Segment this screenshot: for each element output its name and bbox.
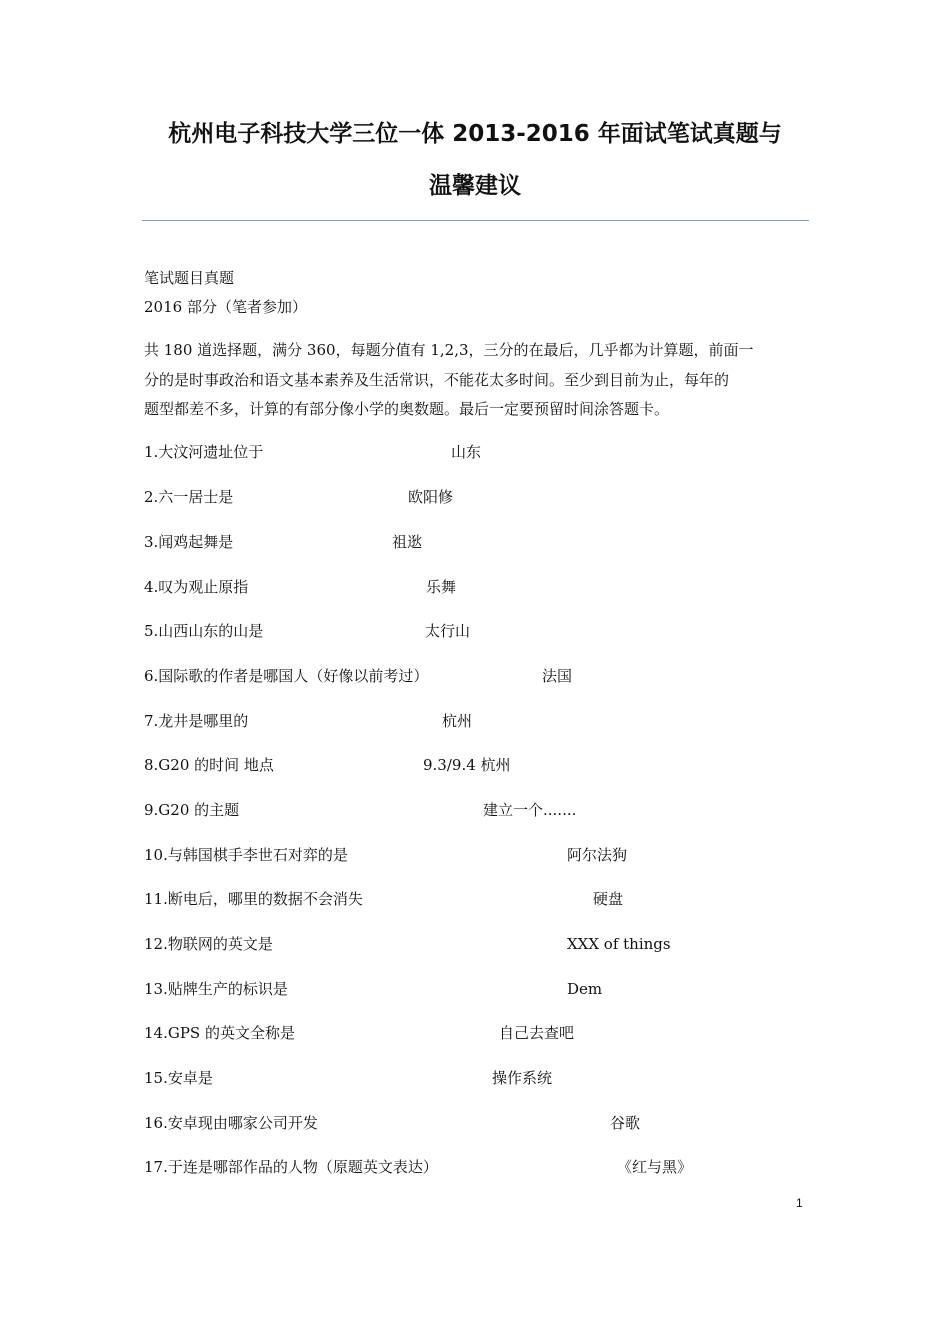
question-1: 1.大汶河遗址位于 xyxy=(144,443,264,461)
question-15: 15.安卓是 xyxy=(144,1069,213,1087)
intro-paragraph xyxy=(144,336,804,425)
document-title-line-1: 杭州电子科技大学三位一体 2013-2016 年面试笔试真题与 xyxy=(168,121,782,147)
answer-11: 硬盘 xyxy=(593,890,624,908)
question-12: 12.物联网的英文是 xyxy=(144,935,273,953)
answer-4: 乐舞 xyxy=(426,578,457,596)
document-title-line-2: 温馨建议 xyxy=(429,173,521,199)
answer-5: 太行山 xyxy=(425,622,471,640)
question-4: 4.叹为观止原指 xyxy=(144,578,249,596)
answer-14: 自己去查吧 xyxy=(499,1024,575,1042)
answer-2: 欧阳修 xyxy=(408,488,454,506)
section-heading: 笔试题目真题 xyxy=(144,269,235,287)
question-9: 9.G20 的主题 xyxy=(144,801,240,819)
question-17: 17.于连是哪部作品的人物（原题英文表达） xyxy=(144,1158,438,1176)
intro-line: 分的是时事政治和语文基本素养及生活常识，不能花太多时间。至少到目前为止，每年的 xyxy=(144,370,730,389)
answer-13: Dem xyxy=(567,980,603,998)
answer-6: 法国 xyxy=(542,667,573,685)
question-10: 10.与韩国棋手李世石对弈的是 xyxy=(144,846,348,864)
answer-16: 谷歌 xyxy=(610,1114,641,1132)
page-number: 1 xyxy=(796,1196,803,1210)
question-8: 8.G20 的时间 地点 xyxy=(144,756,274,774)
answer-15: 操作系统 xyxy=(492,1069,553,1087)
title-divider xyxy=(142,220,809,221)
answer-1: 山东 xyxy=(451,443,482,461)
question-2: 2.六一居士是 xyxy=(144,488,234,506)
answer-3: 祖逖 xyxy=(392,533,423,551)
answer-7: 杭州 xyxy=(442,712,473,730)
answer-8: 9.3/9.4 杭州 xyxy=(423,756,511,774)
question-3: 3.闻鸡起舞是 xyxy=(144,533,234,551)
question-14: 14.GPS 的英文全称是 xyxy=(144,1024,295,1042)
question-16: 16.安卓现由哪家公司开发 xyxy=(144,1114,318,1132)
question-7: 7.龙井是哪里的 xyxy=(144,712,249,730)
question-13: 13.贴牌生产的标识是 xyxy=(144,980,288,998)
question-11: 11.断电后，哪里的数据不会消失 xyxy=(144,890,363,908)
answer-17: 《红与黑》 xyxy=(617,1158,693,1176)
answer-12: XXX of things xyxy=(567,935,671,953)
answer-10: 阿尔法狗 xyxy=(567,846,628,864)
question-6: 6.国际歌的作者是哪国人（好像以前考过） xyxy=(144,667,429,685)
intro-line: 共 180 道选择题，满分 360，每题分值有 1,2,3，三分的在最后，几乎都为计算题，前面一 xyxy=(144,341,754,359)
subheading: 2016 部分（笔者参加） xyxy=(144,298,307,316)
intro-line: 题型都差不多，计算的有部分像小学的奥数题。最后一定要预留时间涂答题卡。 xyxy=(144,400,670,418)
question-5: 5.山西山东的山是 xyxy=(144,622,264,640)
answer-9: 建立一个....... xyxy=(483,801,577,819)
